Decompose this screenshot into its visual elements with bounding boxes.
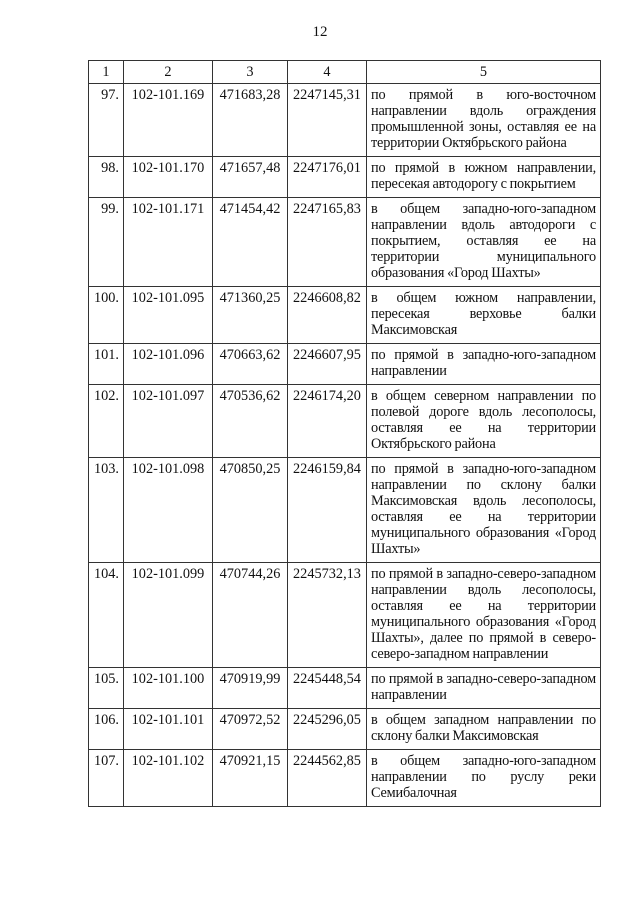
header-cell: 5 bbox=[367, 61, 601, 84]
page-number: 12 bbox=[312, 24, 328, 40]
table-row bbox=[89, 563, 601, 668]
boundary-table bbox=[88, 60, 601, 807]
coordinate-y: 2246607,95 bbox=[288, 344, 367, 385]
coordinate-y: 2246608,82 bbox=[288, 287, 367, 344]
coordinate-y: 2245296,05 bbox=[288, 709, 367, 750]
point-id: 102-101.102 bbox=[124, 750, 213, 807]
row-number: 106. bbox=[89, 709, 124, 750]
point-id: 102-101.101 bbox=[124, 709, 213, 750]
point-id: 102-101.171 bbox=[124, 198, 213, 287]
row-number: 100. bbox=[89, 287, 124, 344]
row-number: 99. bbox=[89, 198, 124, 287]
point-id: 102-101.098 bbox=[124, 458, 213, 563]
point-id: 102-101.097 bbox=[124, 385, 213, 458]
coordinate-y: 2244562,85 bbox=[288, 750, 367, 807]
table-row bbox=[89, 84, 601, 157]
boundary-description: по прямой в западно-юго-западном направлении по склону балки Максимовская вдоль лесополосы, оставляя ее на территории муниципального образования «Город Шахты» bbox=[367, 458, 601, 563]
boundary-description: в общем южном направлении, пересекая верховье балки Максимовская bbox=[367, 287, 601, 344]
boundary-description: в общем северном направлении по полевой дороге вдоль лесополосы, оставляя ее на территории Октябрьского района bbox=[367, 385, 601, 458]
coordinate-x: 470921,15 bbox=[213, 750, 288, 807]
row-number: 98. bbox=[89, 157, 124, 198]
boundary-description: по прямой в южном направлении, пересекая автодорогу с покрытием bbox=[367, 157, 601, 198]
row-number: 104. bbox=[89, 563, 124, 668]
row-number: 103. bbox=[89, 458, 124, 563]
boundary-description: по прямой в западно-юго-западном направлении bbox=[367, 344, 601, 385]
coordinate-x: 471360,25 bbox=[213, 287, 288, 344]
point-id: 102-101.169 bbox=[124, 84, 213, 157]
header-cell: 3 bbox=[213, 61, 288, 84]
coordinate-y: 2247165,83 bbox=[288, 198, 367, 287]
table-row bbox=[89, 709, 601, 750]
boundary-description: по прямой в западно-северо-западном направлении bbox=[367, 668, 601, 709]
coordinate-x: 470919,99 bbox=[213, 668, 288, 709]
boundary-description: по прямой в юго-восточном направлении вдоль ограждения промышленной зоны, оставляя ее на территории Октябрьского района bbox=[367, 84, 601, 157]
header-cell: 2 bbox=[124, 61, 213, 84]
boundary-description: по прямой в западно-северо-западном направлении вдоль лесополосы, оставляя ее на территории муниципального образования «Город Шахты», далее по прямой в северо-северо-западном направлении bbox=[367, 563, 601, 668]
point-id: 102-101.099 bbox=[124, 563, 213, 668]
row-number: 97. bbox=[89, 84, 124, 157]
point-id: 102-101.100 bbox=[124, 668, 213, 709]
coordinate-x: 470536,62 bbox=[213, 385, 288, 458]
row-number: 101. bbox=[89, 344, 124, 385]
table-row bbox=[89, 385, 601, 458]
coordinate-y: 2245448,54 bbox=[288, 668, 367, 709]
coordinate-x: 470850,25 bbox=[213, 458, 288, 563]
coordinate-x: 470744,26 bbox=[213, 563, 288, 668]
row-number: 107. bbox=[89, 750, 124, 807]
coordinate-x: 470663,62 bbox=[213, 344, 288, 385]
coordinate-y: 2247145,31 bbox=[288, 84, 367, 157]
header-cell: 1 bbox=[89, 61, 124, 84]
table-row bbox=[89, 157, 601, 198]
table-row bbox=[89, 458, 601, 563]
coordinate-y: 2245732,13 bbox=[288, 563, 367, 668]
header-row bbox=[89, 61, 601, 84]
coordinate-x: 471683,28 bbox=[213, 84, 288, 157]
row-number: 105. bbox=[89, 668, 124, 709]
row-number: 102. bbox=[89, 385, 124, 458]
boundary-description: в общем западно-юго-западном направлении вдоль автодороги с покрытием, оставляя ее на территории муниципального образования «Город Шахты» bbox=[367, 198, 601, 287]
header-cell: 4 bbox=[288, 61, 367, 84]
boundary-description: в общем западно-юго-западном направлении по руслу реки Семибалочная bbox=[367, 750, 601, 807]
coordinate-x: 470972,52 bbox=[213, 709, 288, 750]
coordinate-y: 2246159,84 bbox=[288, 458, 367, 563]
table-row bbox=[89, 198, 601, 287]
coordinate-x: 471454,42 bbox=[213, 198, 288, 287]
coordinate-x: 471657,48 bbox=[213, 157, 288, 198]
table-row bbox=[89, 344, 601, 385]
table-row bbox=[89, 750, 601, 807]
point-id: 102-101.095 bbox=[124, 287, 213, 344]
table-row bbox=[89, 668, 601, 709]
coordinate-y: 2247176,01 bbox=[288, 157, 367, 198]
boundary-description: в общем западном направлении по склону балки Максимовская bbox=[367, 709, 601, 750]
point-id: 102-101.096 bbox=[124, 344, 213, 385]
coordinate-y: 2246174,20 bbox=[288, 385, 367, 458]
point-id: 102-101.170 bbox=[124, 157, 213, 198]
table-row bbox=[89, 287, 601, 344]
